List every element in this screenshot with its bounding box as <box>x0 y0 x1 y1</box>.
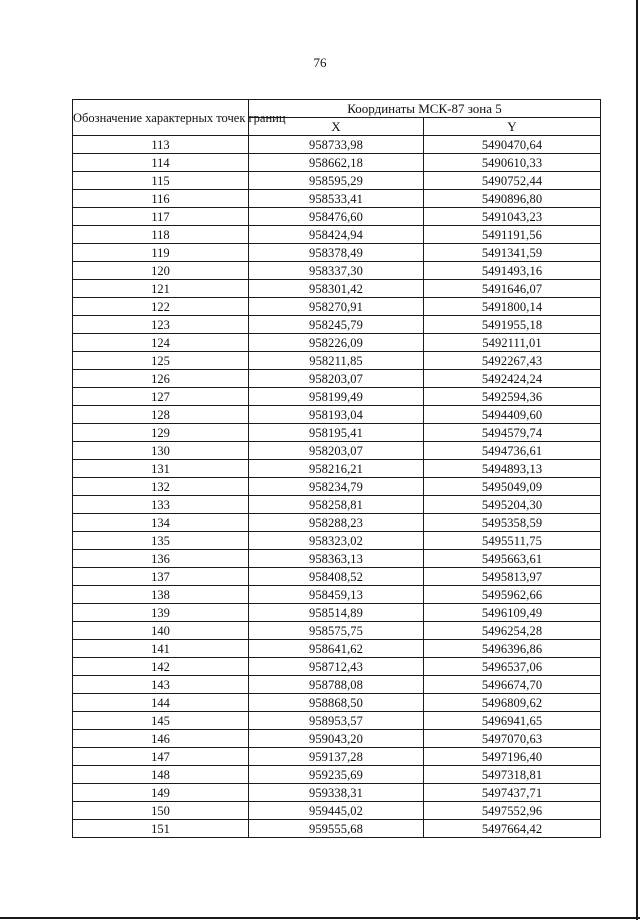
table-row <box>73 388 601 406</box>
x-coordinate-cell: 958641,62 <box>249 640 424 658</box>
y-coordinate-cell: 5491800,14 <box>424 298 601 316</box>
y-coordinate-cell: 5497196,40 <box>424 748 601 766</box>
point-cell: 122 <box>73 298 249 316</box>
table-row <box>73 244 601 262</box>
point-cell: 130 <box>73 442 249 460</box>
point-cell: 144 <box>73 694 249 712</box>
point-cell: 142 <box>73 658 249 676</box>
point-cell: 134 <box>73 514 249 532</box>
y-coordinate-cell: 5496109,49 <box>424 604 601 622</box>
x-coordinate-cell: 958575,75 <box>249 622 424 640</box>
point-cell: 146 <box>73 730 249 748</box>
point-cell: 123 <box>73 316 249 334</box>
y-coordinate-cell: 5490610,33 <box>424 154 601 172</box>
table-row <box>73 802 601 820</box>
table-row <box>73 316 601 334</box>
y-coordinate-cell: 5492111,01 <box>424 334 601 352</box>
point-cell: 148 <box>73 766 249 784</box>
point-cell: 118 <box>73 226 249 244</box>
table-row <box>73 460 601 478</box>
point-cell: 126 <box>73 370 249 388</box>
y-coordinate-cell: 5495962,66 <box>424 586 601 604</box>
point-cell: 139 <box>73 604 249 622</box>
y-coordinate-cell: 5496254,28 <box>424 622 601 640</box>
x-coordinate-cell: 958226,09 <box>249 334 424 352</box>
x-coordinate-cell: 958270,91 <box>249 298 424 316</box>
scan-edge-right <box>636 0 638 920</box>
x-coordinate-cell: 958193,04 <box>249 406 424 424</box>
table-row <box>73 676 601 694</box>
point-column-header: Обозначение характерных точек границ <box>73 100 249 136</box>
table-row <box>73 370 601 388</box>
table-row <box>73 262 601 280</box>
point-cell: 131 <box>73 460 249 478</box>
point-cell: 127 <box>73 388 249 406</box>
point-cell: 137 <box>73 568 249 586</box>
x-coordinate-cell: 959235,69 <box>249 766 424 784</box>
y-coordinate-cell: 5496941,65 <box>424 712 601 730</box>
x-coordinate-cell: 958514,89 <box>249 604 424 622</box>
y-coordinate-cell: 5492424,24 <box>424 370 601 388</box>
x-coordinate-cell: 958245,79 <box>249 316 424 334</box>
x-coordinate-cell: 958953,57 <box>249 712 424 730</box>
point-cell: 114 <box>73 154 249 172</box>
point-cell: 151 <box>73 820 249 838</box>
table-row <box>73 406 601 424</box>
x-coordinate-cell: 958258,81 <box>249 496 424 514</box>
coordinates-table <box>72 99 601 838</box>
x-coordinate-cell: 958662,18 <box>249 154 424 172</box>
y-coordinate-cell: 5496396,86 <box>424 640 601 658</box>
table-row <box>73 820 601 838</box>
table-body <box>73 136 601 838</box>
table-row <box>73 694 601 712</box>
x-coordinate-cell: 958199,49 <box>249 388 424 406</box>
y-coordinate-cell: 5492267,43 <box>424 352 601 370</box>
x-coordinate-cell: 959338,31 <box>249 784 424 802</box>
table-row <box>73 550 601 568</box>
x-coordinate-cell: 958533,41 <box>249 190 424 208</box>
point-cell: 129 <box>73 424 249 442</box>
table-row <box>73 226 601 244</box>
table-row <box>73 658 601 676</box>
y-coordinate-cell: 5490896,80 <box>424 190 601 208</box>
table-row <box>73 352 601 370</box>
x-coordinate-cell: 958203,07 <box>249 442 424 460</box>
point-cell: 145 <box>73 712 249 730</box>
x-coordinate-cell: 958216,21 <box>249 460 424 478</box>
point-cell: 136 <box>73 550 249 568</box>
point-cell: 150 <box>73 802 249 820</box>
y-coordinate-cell: 5496537,06 <box>424 658 601 676</box>
x-coordinate-cell: 958211,85 <box>249 352 424 370</box>
x-column-header: X <box>249 118 424 136</box>
table-row <box>73 748 601 766</box>
y-coordinate-cell: 5495358,59 <box>424 514 601 532</box>
x-coordinate-cell: 958195,41 <box>249 424 424 442</box>
point-cell: 128 <box>73 406 249 424</box>
table-row <box>73 136 601 154</box>
page-number: 76 <box>313 55 327 70</box>
x-coordinate-cell: 959137,28 <box>249 748 424 766</box>
table-row <box>73 478 601 496</box>
table-row <box>73 640 601 658</box>
point-cell: 138 <box>73 586 249 604</box>
table-row <box>73 712 601 730</box>
y-coordinate-cell: 5497552,96 <box>424 802 601 820</box>
table-row <box>73 784 601 802</box>
table-row <box>73 586 601 604</box>
x-coordinate-cell: 958733,98 <box>249 136 424 154</box>
x-coordinate-cell: 959445,02 <box>249 802 424 820</box>
y-coordinate-cell: 5491493,16 <box>424 262 601 280</box>
y-coordinate-cell: 5494579,74 <box>424 424 601 442</box>
x-coordinate-cell: 958408,52 <box>249 568 424 586</box>
y-coordinate-cell: 5495204,30 <box>424 496 601 514</box>
y-coordinate-cell: 5495511,75 <box>424 532 601 550</box>
point-cell: 135 <box>73 532 249 550</box>
point-cell: 141 <box>73 640 249 658</box>
table-row <box>73 280 601 298</box>
table-row <box>73 496 601 514</box>
y-coordinate-cell: 5492594,36 <box>424 388 601 406</box>
y-coordinate-cell: 5495049,09 <box>424 478 601 496</box>
y-coordinate-cell: 5491646,07 <box>424 280 601 298</box>
table-row <box>73 730 601 748</box>
point-cell: 125 <box>73 352 249 370</box>
x-coordinate-cell: 958323,02 <box>249 532 424 550</box>
point-cell: 113 <box>73 136 249 154</box>
y-coordinate-cell: 5497437,71 <box>424 784 601 802</box>
point-cell: 120 <box>73 262 249 280</box>
y-coordinate-cell: 5490752,44 <box>424 172 601 190</box>
table-row <box>73 298 601 316</box>
table-row <box>73 442 601 460</box>
x-coordinate-cell: 958595,29 <box>249 172 424 190</box>
table-row <box>73 568 601 586</box>
coordinate-system-header: Координаты МСК-87 зона 5 <box>249 100 601 118</box>
point-cell: 133 <box>73 496 249 514</box>
x-coordinate-cell: 958868,50 <box>249 694 424 712</box>
y-column-header: Y <box>424 118 601 136</box>
table-row <box>73 622 601 640</box>
y-coordinate-cell: 5497318,81 <box>424 766 601 784</box>
table-row <box>73 190 601 208</box>
table-row <box>73 604 601 622</box>
point-cell: 116 <box>73 190 249 208</box>
x-coordinate-cell: 958424,94 <box>249 226 424 244</box>
y-coordinate-cell: 5491043,23 <box>424 208 601 226</box>
y-coordinate-cell: 5491955,18 <box>424 316 601 334</box>
y-coordinate-cell: 5497070,63 <box>424 730 601 748</box>
x-coordinate-cell: 958459,13 <box>249 586 424 604</box>
point-cell: 140 <box>73 622 249 640</box>
point-cell: 115 <box>73 172 249 190</box>
point-cell: 121 <box>73 280 249 298</box>
x-coordinate-cell: 958337,30 <box>249 262 424 280</box>
x-coordinate-cell: 959555,68 <box>249 820 424 838</box>
table-row <box>73 514 601 532</box>
y-coordinate-cell: 5494736,61 <box>424 442 601 460</box>
x-coordinate-cell: 958234,79 <box>249 478 424 496</box>
x-coordinate-cell: 958288,23 <box>249 514 424 532</box>
point-cell: 147 <box>73 748 249 766</box>
x-coordinate-cell: 958363,13 <box>249 550 424 568</box>
point-cell: 132 <box>73 478 249 496</box>
point-cell: 149 <box>73 784 249 802</box>
table-row <box>73 208 601 226</box>
point-cell: 124 <box>73 334 249 352</box>
x-coordinate-cell: 958788,08 <box>249 676 424 694</box>
x-coordinate-cell: 959043,20 <box>249 730 424 748</box>
table-header <box>73 100 601 136</box>
y-coordinate-cell: 5495813,97 <box>424 568 601 586</box>
scan-edge-bottom <box>0 917 640 919</box>
header-row-top <box>73 100 601 118</box>
table-row <box>73 154 601 172</box>
x-coordinate-cell: 958378,49 <box>249 244 424 262</box>
y-coordinate-cell: 5496809,62 <box>424 694 601 712</box>
x-coordinate-cell: 958712,43 <box>249 658 424 676</box>
y-coordinate-cell: 5495663,61 <box>424 550 601 568</box>
y-coordinate-cell: 5497664,42 <box>424 820 601 838</box>
y-coordinate-cell: 5494893,13 <box>424 460 601 478</box>
table-row <box>73 424 601 442</box>
x-coordinate-cell: 958476,60 <box>249 208 424 226</box>
point-cell: 119 <box>73 244 249 262</box>
table-row <box>73 334 601 352</box>
y-coordinate-cell: 5490470,64 <box>424 136 601 154</box>
point-cell: 143 <box>73 676 249 694</box>
table-row <box>73 532 601 550</box>
table-row <box>73 766 601 784</box>
table-row <box>73 172 601 190</box>
y-coordinate-cell: 5491191,56 <box>424 226 601 244</box>
y-coordinate-cell: 5494409,60 <box>424 406 601 424</box>
x-coordinate-cell: 958203,07 <box>249 370 424 388</box>
x-coordinate-cell: 958301,42 <box>249 280 424 298</box>
point-cell: 117 <box>73 208 249 226</box>
y-coordinate-cell: 5496674,70 <box>424 676 601 694</box>
y-coordinate-cell: 5491341,59 <box>424 244 601 262</box>
